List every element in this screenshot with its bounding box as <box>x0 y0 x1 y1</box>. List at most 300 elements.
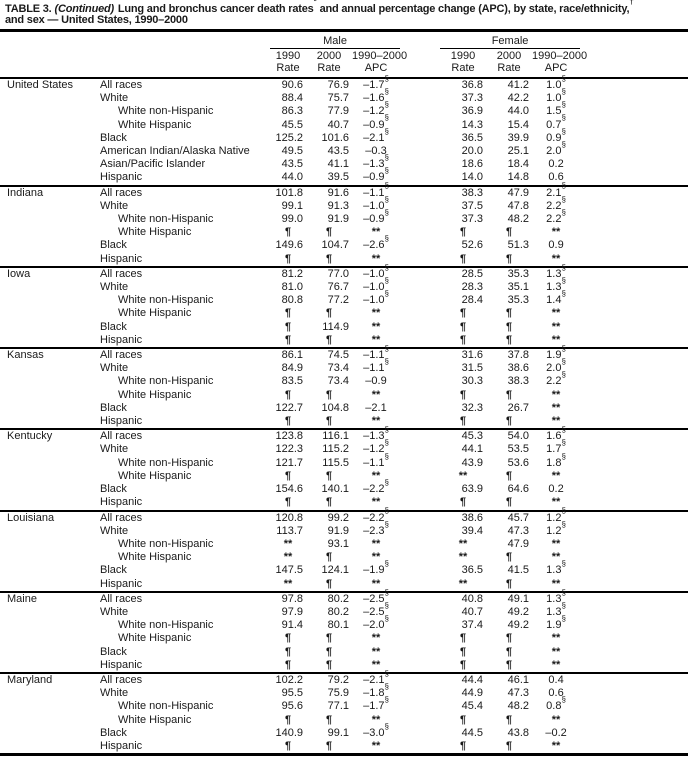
female-1990-rate: ¶ <box>459 658 467 671</box>
male-2000-rate: ¶ <box>325 307 333 320</box>
male-1990-rate: ¶ <box>284 469 292 482</box>
female-1990-rate: ¶ <box>459 226 467 239</box>
group-gap-cell <box>400 443 440 456</box>
male-1990-rate: ¶ <box>284 307 292 320</box>
male-apc: ** <box>371 632 381 645</box>
table-row <box>0 443 688 456</box>
group-gap-cell <box>400 321 440 334</box>
male-1990-rate: 44.0 <box>281 171 303 184</box>
group-gap-cell <box>400 186 440 200</box>
male-apc: ** <box>371 415 381 428</box>
race-ethnicity-label: Hispanic <box>100 496 143 509</box>
group-gap-cell <box>400 700 440 713</box>
race-ethnicity-label: All races <box>92 511 270 525</box>
female-2000-rate: ¶ <box>505 388 513 401</box>
male-1990-rate: 122.7 <box>275 401 303 414</box>
male-2000-rate: 91.9 <box>327 524 349 537</box>
state-label <box>0 294 92 307</box>
race-ethnicity-label: Black <box>100 483 127 496</box>
male-group-header: Male <box>270 32 400 49</box>
section-footnote-marker: § <box>561 343 566 353</box>
section-footnote-marker: § <box>561 451 566 461</box>
sex-group-header-row <box>0 32 688 49</box>
state-label <box>0 145 92 158</box>
male-apc: ** <box>371 645 381 658</box>
male-apc: –2.2§ <box>352 511 400 525</box>
female-1990-rate: 37.3 <box>461 213 484 226</box>
state-label <box>0 158 92 171</box>
male-1990-rate: ** <box>283 537 293 550</box>
race-ethnicity-label: White non-Hispanic <box>118 213 214 226</box>
trailer-cell <box>580 119 688 132</box>
female-apc: ** <box>551 320 561 333</box>
female-apc: 1.3§ <box>532 267 580 281</box>
male-1990-rate: 81.0 <box>281 281 303 294</box>
male-apc: –1.6§ <box>363 87 389 105</box>
table-row <box>0 429 688 443</box>
male-apc: –3.0§ <box>363 721 389 739</box>
state-label <box>0 700 92 713</box>
female-apc: ** <box>551 469 561 482</box>
section-footnote-marker: § <box>384 126 389 136</box>
race-ethnicity-label: White Hispanic <box>118 551 192 564</box>
male-2000-rate: 77.0 <box>306 267 352 281</box>
male-apc: ** <box>371 551 381 564</box>
female-1990-rate: 39.4 <box>461 524 484 537</box>
state-label <box>0 226 92 239</box>
male-apc: –1.2§ <box>363 438 389 456</box>
male-apc: –1.8§ <box>363 681 389 700</box>
female-2000-rate: 48.2 <box>507 213 530 226</box>
table-row <box>0 348 688 362</box>
section-footnote-marker: § <box>384 181 389 191</box>
female-apc: 0.6 <box>548 171 564 184</box>
male-2000-rate: 75.9 <box>327 687 349 700</box>
table-row <box>0 186 688 200</box>
male-apc: –0.9 <box>365 375 387 388</box>
female-apc: –0.2 <box>545 726 567 739</box>
female-apc: 0.8§ <box>546 695 566 713</box>
male-apc: –1.3§ <box>352 429 400 443</box>
group-gap-cell <box>400 281 440 294</box>
female-2000-rate: 25.1 <box>507 145 530 158</box>
female-apc: 0.2 <box>548 483 564 496</box>
female-2000-rate: 35.3 <box>507 294 530 307</box>
trailer-cell <box>580 700 688 713</box>
female-apc: ** <box>551 739 561 752</box>
male-1990-rate: ¶ <box>284 252 292 265</box>
male-2000-rate: 114.9 <box>322 320 349 333</box>
male-apc: –2.1§ <box>352 673 400 687</box>
female-1990-rate: 37.3 <box>461 92 484 105</box>
state-label: Indiana <box>0 186 92 200</box>
trailer-cell <box>580 511 688 525</box>
female-1990-rate: 44.5 <box>461 726 484 739</box>
group-gap <box>400 32 440 49</box>
trailer-cell <box>580 564 688 577</box>
male-apc: –0.3 <box>365 145 387 158</box>
trailer-cell <box>580 646 688 659</box>
group-gap-cell <box>400 362 440 375</box>
state-label: United States <box>0 78 92 92</box>
race-ethnicity-label: White non-Hispanic <box>118 375 214 388</box>
female-1990-rate: 63.9 <box>461 483 484 496</box>
female-1990-rate: ¶ <box>459 252 467 265</box>
race-ethnicity-label: All races <box>92 267 270 281</box>
state-label <box>0 551 92 564</box>
trailer-cell <box>580 253 688 267</box>
male-1990-rate: ** <box>283 551 293 564</box>
state-label <box>0 714 92 727</box>
male-2000-rate: 77.1 <box>327 700 349 713</box>
race-ethnicity-label: Hispanic <box>100 415 143 428</box>
trailer-cell <box>580 158 688 171</box>
group-gap-cell <box>400 226 440 239</box>
table-row <box>0 281 688 294</box>
state-label: Kentucky <box>0 429 92 443</box>
group-gap-cell <box>400 606 440 619</box>
trailer-cell <box>580 429 688 443</box>
race-ethnicity-label: White <box>100 362 129 375</box>
female-apc: 1.3§ <box>532 592 580 606</box>
female-apc: 0.6 <box>548 687 564 700</box>
male-1990-rate: 122.3 <box>275 443 303 456</box>
female-2000-rate-header: 2000 Rate <box>486 49 532 79</box>
male-2000-rate: ¶ <box>325 388 333 401</box>
trailer-cell <box>580 592 688 606</box>
male-apc: –2.0§ <box>363 613 389 632</box>
female-apc: ** <box>551 551 561 564</box>
table-row <box>0 307 688 320</box>
section-footnote-marker: § <box>384 721 389 731</box>
race-ethnicity-label: Black <box>100 239 127 252</box>
section-footnote-marker: § <box>561 289 566 299</box>
female-apc: 1.5§ <box>546 100 566 118</box>
female-apc: 1.7§ <box>546 438 566 456</box>
female-apc: 1.8§ <box>546 451 566 469</box>
female-apc: ** <box>551 401 561 414</box>
male-2000-rate: 124.1 <box>321 564 349 577</box>
male-2000-rate: 115.2 <box>322 443 349 456</box>
trailer-cell <box>580 334 688 348</box>
female-2000-rate: ¶ <box>505 320 513 333</box>
female-2000-rate: 26.7 <box>507 401 530 414</box>
female-2000-rate: 35.3 <box>486 267 532 281</box>
female-1990-rate: ¶ <box>459 320 467 333</box>
male-1990-rate: ** <box>283 577 293 590</box>
state-label <box>0 307 92 320</box>
female-1990-rate: 14.0 <box>461 171 484 184</box>
state-label <box>0 564 92 577</box>
female-1990-rate: ** <box>458 537 468 550</box>
race-ethnicity-label: Black <box>100 726 127 739</box>
section-footnote-marker: § <box>561 194 566 204</box>
male-2000-rate: 39.5 <box>327 171 349 184</box>
table-row <box>0 294 688 307</box>
group-gap-cell <box>400 334 440 348</box>
race-ethnicity-label: White non-Hispanic <box>118 105 214 118</box>
table-row <box>0 119 688 132</box>
male-1990-rate: 125.2 <box>275 131 303 144</box>
state-label: Maine <box>0 592 92 606</box>
female-1990-rate: ** <box>458 469 468 482</box>
group-gap-cell <box>400 415 440 429</box>
male-apc: –1.2§ <box>363 100 389 118</box>
group-gap-cell <box>400 538 440 551</box>
state-label <box>0 578 92 592</box>
state-label <box>0 375 92 388</box>
state-label <box>0 281 92 294</box>
male-2000-rate: 76.7 <box>327 281 349 294</box>
section-footnote-marker: § <box>384 681 389 691</box>
male-1990-rate: 95.6 <box>281 700 303 713</box>
male-apc: –1.0§ <box>363 275 389 294</box>
male-apc: ** <box>371 658 381 671</box>
male-apc: –2.1 <box>365 401 387 414</box>
race-ethnicity-label: Hispanic <box>100 252 143 265</box>
female-apc: ** <box>551 713 561 726</box>
male-2000-rate: ¶ <box>325 226 333 239</box>
female-apc: 2.2§ <box>546 207 566 226</box>
female-1990-rate: ** <box>458 577 468 590</box>
table-row <box>0 78 688 92</box>
section-footnote-marker: § <box>384 289 389 299</box>
male-2000-rate: ¶ <box>325 658 333 671</box>
section-footnote-marker: § <box>561 425 566 435</box>
group-gap-cell <box>400 348 440 362</box>
race-column-spacer <box>92 32 270 49</box>
male-apc: –1.0§ <box>363 194 389 212</box>
group-gap-cell <box>400 740 440 755</box>
male-1990-rate: 154.6 <box>275 483 303 496</box>
race-ethnicity-label: White <box>100 199 129 212</box>
section-footnote-marker: § <box>561 695 566 705</box>
race-ethnicity-label: White Hispanic <box>118 118 192 131</box>
female-1990-rate: 45.4 <box>461 700 484 713</box>
table-row <box>0 714 688 727</box>
male-1990-rate: 81.2 <box>270 267 306 281</box>
section-footnote-marker: § <box>561 370 566 380</box>
state-label <box>0 334 92 348</box>
asterisk-footnote-marker: * <box>313 0 317 7</box>
state-label <box>0 659 92 673</box>
race-ethnicity-label: Hispanic <box>100 171 143 184</box>
male-2000-rate: 74.5 <box>306 348 352 362</box>
section-footnote-marker: § <box>561 87 566 97</box>
male-1990-rate: 102.2 <box>270 673 306 687</box>
table-row <box>0 213 688 226</box>
section-footnote-marker: § <box>384 87 389 97</box>
female-2000-rate: 47.3 <box>507 687 530 700</box>
female-2000-rate: 47.8 <box>507 199 530 212</box>
group-gap-cell <box>400 213 440 226</box>
trailer-spacer <box>580 32 688 49</box>
group-gap-cell <box>400 714 440 727</box>
section-footnote-marker: § <box>384 153 389 163</box>
male-apc: ** <box>371 537 381 550</box>
race-ethnicity-label: White <box>100 281 129 294</box>
female-apc: 2.0§ <box>546 139 566 158</box>
male-2000-rate: 115.5 <box>322 456 349 469</box>
table-row <box>0 619 688 632</box>
section-footnote-marker: § <box>561 357 566 367</box>
race-ethnicity-label: White non-Hispanic <box>118 537 214 550</box>
trailer-cell <box>580 171 688 185</box>
male-1990-rate: ¶ <box>284 388 292 401</box>
male-1990-rate: 80.8 <box>281 294 303 307</box>
male-2000-rate: 40.7 <box>327 118 349 131</box>
race-column-header <box>92 49 270 79</box>
male-2000-rate: 140.1 <box>321 483 349 496</box>
trailer-cell <box>580 281 688 294</box>
race-ethnicity-label: Black <box>100 131 127 144</box>
male-apc: ** <box>371 226 381 239</box>
trailer-cell <box>580 92 688 105</box>
male-1990-rate: 101.8 <box>270 186 306 200</box>
group-gap-cell <box>400 307 440 320</box>
table-row <box>0 92 688 105</box>
trailer-cell <box>580 727 688 740</box>
female-apc: ** <box>551 333 561 346</box>
male-apc: –1.0§ <box>352 267 400 281</box>
female-2000-rate: ¶ <box>505 645 513 658</box>
group-gap-cell <box>400 457 440 470</box>
group-gap-cell <box>400 132 440 145</box>
section-footnote-marker: § <box>561 559 566 569</box>
table-row <box>0 415 688 429</box>
female-1990-rate: ¶ <box>459 415 467 428</box>
state-label <box>0 525 92 538</box>
male-1990-rate: 95.5 <box>281 687 303 700</box>
state-label <box>0 619 92 632</box>
trailer-cell <box>580 267 688 281</box>
female-apc: ** <box>551 307 561 320</box>
female-2000-rate: ¶ <box>505 252 513 265</box>
male-apc: –1.0§ <box>363 289 389 307</box>
section-footnote-marker: § <box>384 262 389 272</box>
state-label <box>0 415 92 429</box>
table-row <box>0 321 688 334</box>
race-ethnicity-label: All races <box>92 348 270 362</box>
male-apc: ** <box>371 320 381 333</box>
female-1990-rate: 38.3 <box>440 186 486 200</box>
female-1990-rate: 38.6 <box>440 511 486 525</box>
group-gap-cell <box>400 470 440 483</box>
table-row <box>0 740 688 755</box>
table-row <box>0 483 688 496</box>
race-ethnicity-label: Hispanic <box>100 333 143 346</box>
cancer-rates-table <box>0 32 688 756</box>
male-2000-rate: ¶ <box>325 739 333 752</box>
female-apc: ** <box>551 537 561 550</box>
table-row <box>0 564 688 577</box>
female-1990-rate: 44.4 <box>440 673 486 687</box>
male-2000-rate: ¶ <box>325 252 333 265</box>
male-2000-rate: 91.3 <box>327 199 349 212</box>
state-label: Kansas <box>0 348 92 362</box>
male-2000-rate: ¶ <box>325 713 333 726</box>
male-1990-rate: 97.9 <box>281 605 303 618</box>
female-1990-rate: 20.0 <box>461 145 484 158</box>
female-1990-rate: ¶ <box>459 333 467 346</box>
male-2000-rate: ¶ <box>325 632 333 645</box>
male-1990-rate: 91.4 <box>281 619 303 632</box>
female-2000-rate: 38.3 <box>507 375 530 388</box>
race-ethnicity-label: All races <box>92 78 270 92</box>
male-1990-rate: 45.5 <box>281 118 303 131</box>
female-1990-rate: ** <box>458 551 468 564</box>
female-apc: ** <box>551 496 561 509</box>
female-apc: 1.3§ <box>546 275 566 294</box>
section-footnote-marker: § <box>384 113 389 123</box>
group-gap-cell <box>400 92 440 105</box>
trailer-cell <box>580 402 688 415</box>
group-gap-cell <box>400 389 440 402</box>
female-2000-rate: 42.2 <box>507 92 530 105</box>
state-label <box>0 687 92 700</box>
state-label <box>0 740 92 755</box>
female-2000-rate: ¶ <box>505 577 513 590</box>
race-ethnicity-label: All races <box>92 186 270 200</box>
section-footnote-marker: § <box>384 451 389 461</box>
race-ethnicity-label: White <box>100 524 129 537</box>
female-1990-rate: 36.8 <box>440 78 486 92</box>
state-label: Iowa <box>0 267 92 281</box>
trailer-cell <box>580 443 688 456</box>
male-1990-rate: 121.7 <box>275 456 303 469</box>
table-row <box>0 646 688 659</box>
female-1990-rate: 37.5 <box>461 199 484 212</box>
female-2000-rate: 18.4 <box>507 158 530 171</box>
state-label <box>0 632 92 645</box>
female-2000-rate: 53.5 <box>507 443 530 456</box>
female-2000-rate: ¶ <box>505 632 513 645</box>
male-2000-rate: 80.1 <box>327 619 349 632</box>
male-1990-rate: ¶ <box>284 713 292 726</box>
male-1990-rate: 84.9 <box>281 362 303 375</box>
trailer-cell <box>580 538 688 551</box>
state-label <box>0 389 92 402</box>
female-1990-rate: ¶ <box>459 632 467 645</box>
male-apc: –1.1§ <box>363 357 389 375</box>
section-footnote-marker: § <box>561 262 566 272</box>
trailer-cell <box>580 470 688 483</box>
race-ethnicity-label: Hispanic <box>100 739 143 752</box>
female-apc: 1.9§ <box>532 348 580 362</box>
male-2000-rate: 91.9 <box>327 213 349 226</box>
male-apc: –1.3§ <box>363 153 389 171</box>
male-apc: ** <box>371 333 381 346</box>
male-1990-rate: 83.5 <box>281 375 303 388</box>
section-footnote-marker: § <box>384 207 389 217</box>
male-1990-rate: 149.6 <box>275 239 303 252</box>
female-1990-rate: 44.9 <box>461 687 484 700</box>
female-2000-rate: ¶ <box>505 226 513 239</box>
male-apc: ** <box>371 307 381 320</box>
table-row <box>0 511 688 525</box>
female-apc: 0.9§ <box>546 126 566 144</box>
male-1990-rate: 86.1 <box>270 348 306 362</box>
group-gap-cell <box>400 294 440 307</box>
section-footnote-marker: § <box>561 207 566 217</box>
male-2000-rate: 43.5 <box>327 145 349 158</box>
table-row <box>0 659 688 673</box>
group-gap-cell <box>400 119 440 132</box>
male-2000-rate: 80.2 <box>306 592 352 606</box>
race-ethnicity-label: White Hispanic <box>118 632 192 645</box>
female-apc: 1.2§ <box>532 511 580 525</box>
female-2000-rate: ¶ <box>505 739 513 752</box>
